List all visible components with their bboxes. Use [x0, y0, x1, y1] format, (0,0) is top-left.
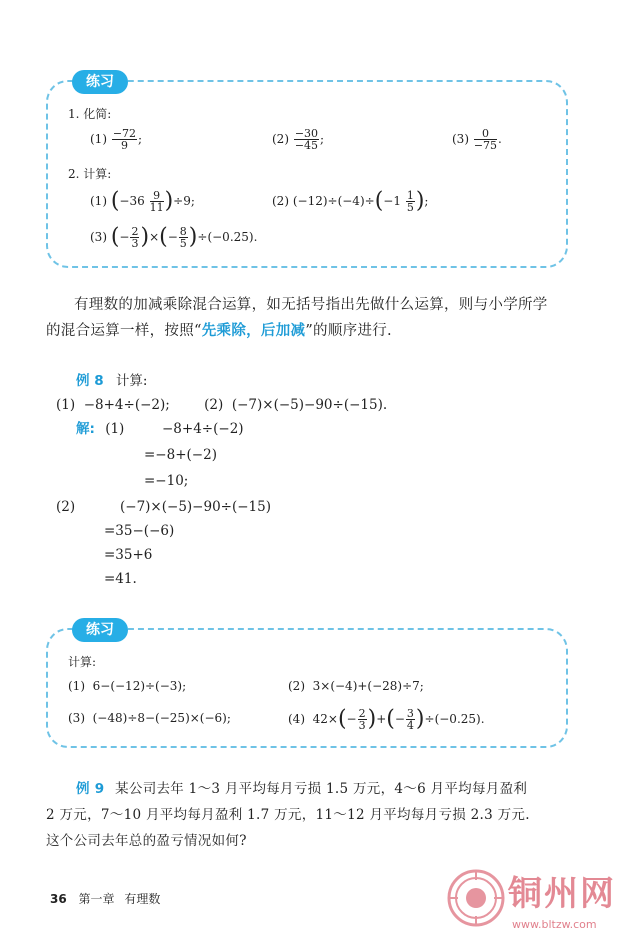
- rule-paragraph-line2: 的混合运算一样，按照“先乘除，后加减”的顺序进行.: [46, 323, 392, 339]
- chapter-title: 有理数: [124, 892, 161, 906]
- exercise1-q1-2: (2) $\frac{-30}{-45}$ ;: [272, 127, 325, 152]
- page-number: 36: [50, 892, 67, 906]
- example8-s2-line4: =41.: [104, 571, 137, 587]
- solution-label: 解:: [76, 421, 95, 437]
- exercise2-p1: (1) 6−(−12)÷(−3);: [68, 679, 187, 693]
- exercise2-p3: (3) (−48)÷8−(−25)×(−6);: [68, 711, 231, 725]
- watermark-text: 铜州网: [508, 874, 616, 914]
- example8-s1-line2: =−8+(−2): [144, 447, 217, 463]
- example8-s2-line1: (−7)×(−5)−90÷(−15): [120, 499, 272, 515]
- exercise1-q2-2: (2) (−12)÷(−4)÷(−1 $\frac{1}{5}$ );: [272, 188, 429, 214]
- exercise-tag-2: 练习: [72, 618, 128, 642]
- exercise-tag-1: 练习: [72, 70, 128, 94]
- exercise1-q1-label: 1. 化简:: [68, 107, 112, 121]
- example9-line1: 例 9 某公司去年 1～3 月平均每月亏损 1.5 万元，4～6 月平均每月盈利: [76, 781, 528, 797]
- example9-label: 例 9: [76, 781, 105, 797]
- example9-line2: 2 万元，7～10 月平均每月盈利 1.7 万元，11～12 月平均每月亏损 2.3 万元.: [46, 807, 530, 823]
- exercise1-q1-3: (3) $\frac{0}{-75}$ .: [452, 127, 502, 152]
- example8-s1-line1: −8+4÷(−2): [162, 421, 244, 437]
- exercise2-p2: (2) 3×(−4)+(−28)÷7;: [288, 679, 424, 693]
- example8-problems: (1) −8+4÷(−2); (2) (−7)×(−5)−90÷(−15).: [56, 397, 388, 413]
- exercise1-q1-1: (1) $\frac{-72}{9}$ ;: [90, 127, 143, 152]
- rule-paragraph-line1: 有理数的加减乘除混合运算，如无括号指出先做什么运算，则与小学所学: [74, 297, 548, 313]
- exercise1-q2-3: (3) (− $\frac{2}{3}$ )×(− $\frac{8}{5}$ )÷(−0.25).: [90, 224, 258, 250]
- example8-label: 例 8: [76, 373, 104, 389]
- exercise2-label: 计算:: [68, 655, 97, 669]
- chapter-number: 第一章: [78, 892, 115, 906]
- rule-highlight: 先乘除，后加减: [201, 323, 306, 339]
- rule-paragraph: [46, 292, 606, 344]
- exercise1-q2-1: (1) (−36 $\frac{9}{11}$ )÷9;: [90, 188, 195, 214]
- watermark: [446, 856, 636, 946]
- watermark-url: www.bltzw.com: [512, 918, 597, 931]
- example9: [46, 776, 606, 854]
- example8-s2-label: (2): [56, 499, 76, 515]
- watermark-seal-icon: [446, 868, 506, 928]
- example8-heading: [76, 370, 147, 392]
- exercise1-q2-label: 2. 计算:: [68, 167, 112, 181]
- example9-line3: 这个公司去年总的盈亏情况如何?: [46, 833, 247, 849]
- exercise2-p4: (4) 42×(− $\frac{2}{3}$ )+(− $\frac{3}{4}$ )÷(−0.25).: [288, 706, 485, 732]
- example8-title: 计算:: [115, 373, 148, 389]
- page-footer: [50, 890, 160, 907]
- example8-s2-line2: =35−(−6): [104, 523, 175, 539]
- example8-solution-1: 解: (1): [76, 421, 125, 437]
- example8-s1-line3: =−10;: [144, 473, 189, 489]
- example8-s2-line3: =35+6: [104, 547, 153, 563]
